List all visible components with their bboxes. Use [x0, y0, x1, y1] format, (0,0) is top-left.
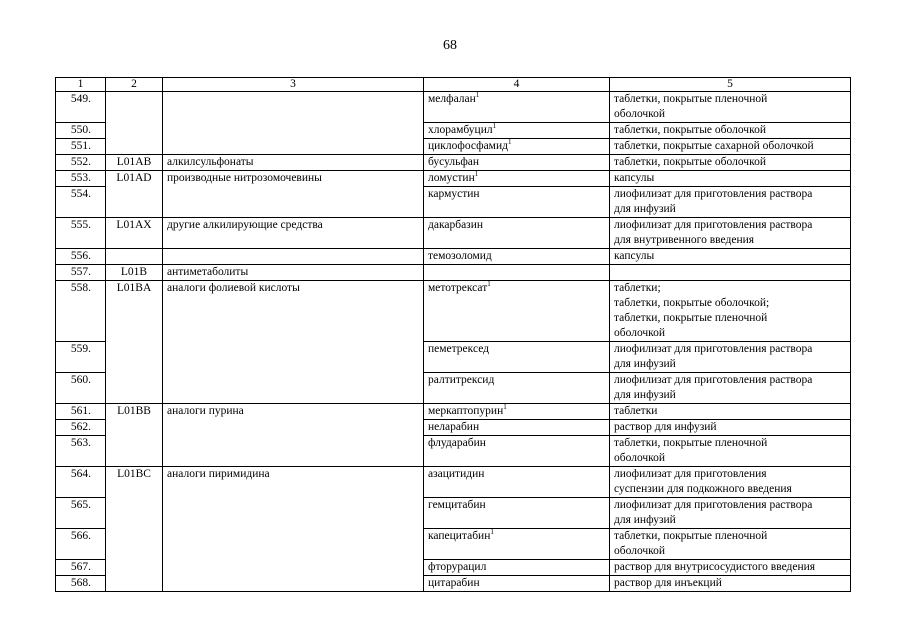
column-header: 1 [56, 78, 106, 92]
dosage-form [610, 560, 851, 576]
atc-code: L01AB [106, 155, 163, 171]
row-number: 558. [56, 281, 106, 342]
table-row [56, 265, 851, 281]
dosage-form [610, 404, 851, 420]
atc-code: L01BC [106, 467, 163, 592]
table-row [56, 404, 851, 420]
drug-name [424, 576, 610, 592]
dosage-form-line: таблетки [614, 405, 658, 417]
drug-name [424, 467, 610, 498]
atc-code: L01BA [106, 281, 163, 404]
drug-name [424, 187, 610, 218]
row-number: 559. [56, 342, 106, 373]
dosage-form-line: оболочкой [614, 545, 666, 557]
column-header: 3 [163, 78, 424, 92]
column-header: 4 [424, 78, 610, 92]
dosage-form-line: раствор для внутрисосудистого введения [614, 561, 816, 573]
table-row [56, 171, 851, 187]
dosage-form [610, 171, 851, 187]
drug-name-text: цитарабин [428, 577, 480, 589]
drug-name-text: азацитидин [428, 468, 485, 480]
dosage-form [610, 436, 851, 467]
atc-group: антиметаболиты [163, 265, 424, 281]
drug-name-text: бусульфан [428, 156, 480, 168]
atc-group: аналоги пиримидина [163, 467, 424, 592]
row-number: 561. [56, 404, 106, 420]
drug-name [424, 436, 610, 467]
dosage-form [610, 281, 851, 342]
dosage-form-line: таблетки; [614, 282, 661, 294]
row-number: 560. [56, 373, 106, 404]
drug-name [424, 498, 610, 529]
drug-name [424, 139, 610, 155]
footnote-marker: 1 [492, 122, 497, 131]
atc-group [163, 249, 424, 265]
dosage-form [610, 187, 851, 218]
table-row [56, 249, 851, 265]
row-number: 568. [56, 576, 106, 592]
atc-group: производные нитрозомочевины [163, 171, 424, 218]
footnote-marker: 1 [487, 280, 491, 289]
drug-name-text: гемцитабин [428, 499, 486, 511]
atc-code: L01AX [106, 218, 163, 249]
dosage-form-line: лиофилизат для приготовления раствора [614, 219, 813, 231]
table-row [56, 155, 851, 171]
dosage-form-line: лиофилизат для приготовления раствора [614, 188, 813, 200]
dosage-form-line: суспензии для подкожного введения [614, 483, 792, 495]
drug-name [424, 560, 610, 576]
dosage-form [610, 529, 851, 560]
drug-name [424, 155, 610, 171]
table-row [56, 92, 851, 123]
drug-name-text: циклофосфамид [428, 140, 508, 152]
atc-group: другие алкилирующие средства [163, 218, 424, 249]
table-row [56, 218, 851, 249]
dosage-form-line: таблетки, покрытые оболочкой [614, 124, 766, 136]
dosage-form-line: таблетки, покрытые оболочкой; [614, 297, 770, 309]
drug-name [424, 123, 610, 139]
drug-name-text: мелфалан [428, 93, 476, 105]
dosage-form-line: лиофилизат для приготовления раствора [614, 343, 813, 355]
dosage-form-line: лиофилизат для приготовления раствора [614, 499, 813, 511]
drug-table [55, 77, 851, 592]
drug-name-text: меркаптопурин [428, 405, 504, 417]
dosage-form-line: для внутривенного введения [614, 234, 755, 246]
dosage-form-line: лиофилизат для приготовления раствора [614, 374, 813, 386]
dosage-form-line: раствор для инъекций [614, 577, 722, 589]
dosage-form-line: таблетки, покрытые пленочной [614, 437, 768, 449]
dosage-form [610, 265, 851, 281]
drug-name-text: фторурацил [428, 561, 487, 573]
column-header: 2 [106, 78, 163, 92]
row-number: 567. [56, 560, 106, 576]
atc-group: аналоги фолиевой кислоты [163, 281, 424, 404]
dosage-form [610, 218, 851, 249]
table-row [56, 281, 851, 342]
row-number: 549. [56, 92, 106, 123]
dosage-form-line: для инфузий [614, 203, 676, 215]
drug-name [424, 373, 610, 404]
column-header: 5 [610, 78, 851, 92]
table-header-row [56, 78, 851, 92]
row-number: 563. [56, 436, 106, 467]
row-number: 565. [56, 498, 106, 529]
dosage-form [610, 92, 851, 123]
dosage-form [610, 420, 851, 436]
dosage-form-line: капсулы [614, 250, 655, 262]
dosage-form-line: лиофилизат для приготовления [614, 468, 767, 480]
footnote-marker: 1 [503, 403, 507, 412]
dosage-form [610, 155, 851, 171]
dosage-form [610, 467, 851, 498]
dosage-form-line: оболочкой [614, 452, 666, 464]
drug-name [424, 420, 610, 436]
drug-name-text: дакарбазин [428, 219, 484, 231]
row-number: 552. [56, 155, 106, 171]
dosage-form-line: таблетки, покрытые пленочной [614, 530, 768, 542]
row-number: 550. [56, 123, 106, 139]
dosage-form [610, 249, 851, 265]
dosage-form-line: для инфузий [614, 358, 676, 370]
drug-name [424, 281, 610, 342]
drug-name-text: капецитабин [428, 530, 491, 542]
drug-name-text: кармустин [428, 188, 480, 200]
atc-group [163, 92, 424, 155]
atc-code: L01BB [106, 404, 163, 467]
row-number: 557. [56, 265, 106, 281]
dosage-form [610, 139, 851, 155]
drug-name [424, 171, 610, 187]
dosage-form [610, 498, 851, 529]
table-row [56, 467, 851, 498]
row-number: 551. [56, 139, 106, 155]
drug-name [424, 529, 610, 560]
dosage-form [610, 123, 851, 139]
drug-name-text: ломустин [428, 172, 475, 184]
drug-name-text: флударабин [428, 437, 486, 449]
footnote-marker: 1 [507, 138, 512, 147]
row-number: 562. [56, 420, 106, 436]
row-number: 564. [56, 467, 106, 498]
dosage-form-line: таблетки, покрытые пленочной [614, 312, 768, 324]
drug-name-text: хлорамбуцил [428, 124, 493, 136]
row-number: 554. [56, 187, 106, 218]
footnote-marker: 1 [490, 528, 494, 537]
footnote-marker: 1 [475, 91, 480, 100]
drug-name [424, 404, 610, 420]
dosage-form [610, 342, 851, 373]
atc-code: L01B [106, 265, 163, 281]
atc-code: L01AD [106, 171, 163, 218]
dosage-form [610, 576, 851, 592]
drug-name [424, 92, 610, 123]
drug-name-text: метотрексат [428, 282, 488, 294]
row-number: 553. [56, 171, 106, 187]
dosage-form-line: таблетки, покрытые оболочкой [614, 156, 766, 168]
drug-name-text: неларабин [428, 421, 480, 433]
atc-code [106, 92, 163, 155]
dosage-form-line: таблетки, покрытые пленочной [614, 93, 768, 105]
row-number: 566. [56, 529, 106, 560]
atc-group: аналоги пурина [163, 404, 424, 467]
atc-group: алкилсульфонаты [163, 155, 424, 171]
dosage-form [610, 373, 851, 404]
dosage-form-line: для инфузий [614, 389, 676, 401]
dosage-form-line: для инфузий [614, 514, 676, 526]
dosage-form-line: оболочкой [614, 108, 666, 120]
atc-code [106, 249, 163, 265]
drug-name-text: ралтитрексид [428, 374, 495, 386]
drug-name [424, 218, 610, 249]
drug-name [424, 342, 610, 373]
dosage-form-line: оболочкой [614, 327, 666, 339]
page-number: 68 [443, 38, 457, 53]
dosage-form-line: капсулы [614, 172, 655, 184]
footnote-marker: 1 [474, 170, 479, 179]
drug-name-text: темозоломид [428, 250, 492, 262]
drug-name [424, 249, 610, 265]
drug-name-text: пеметрексед [428, 343, 490, 355]
row-number: 556. [56, 249, 106, 265]
row-number: 555. [56, 218, 106, 249]
dosage-form-line: раствор для инфузий [614, 421, 717, 433]
drug-name [424, 265, 610, 281]
dosage-form-line: таблетки, покрытые сахарной оболочкой [614, 140, 814, 152]
